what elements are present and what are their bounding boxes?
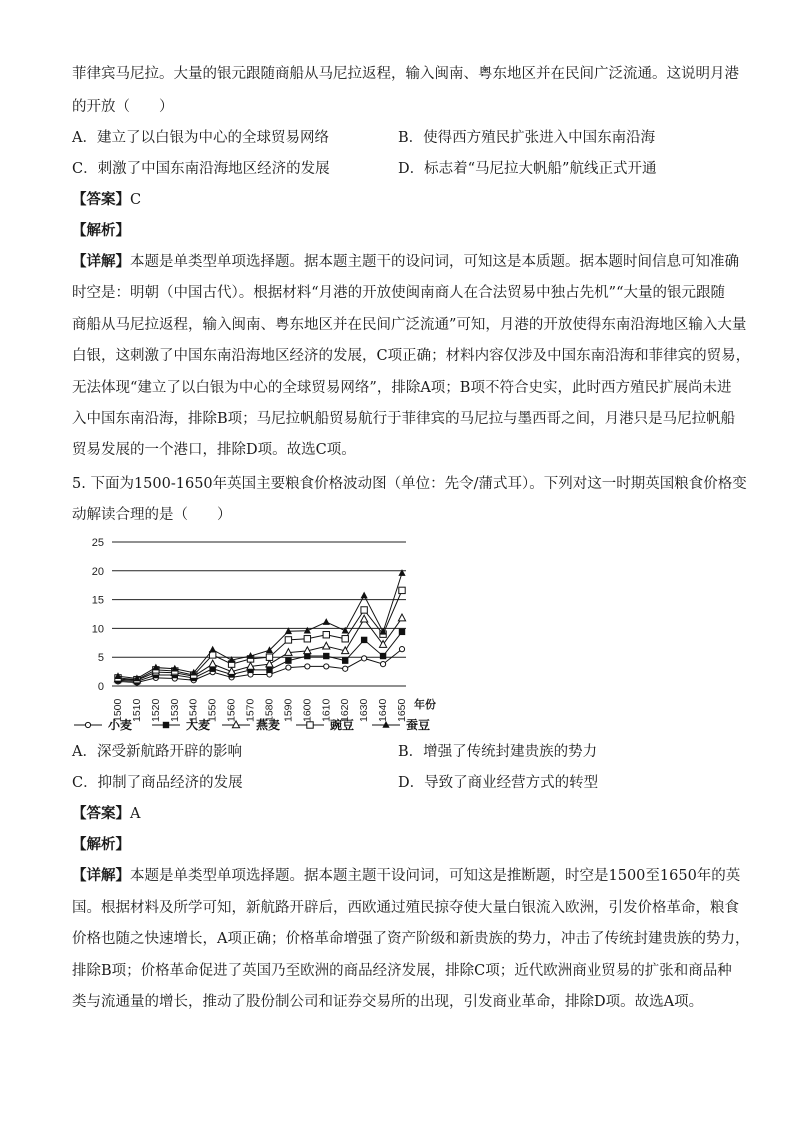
data-point (232, 721, 239, 728)
data-point (362, 656, 367, 661)
x-tick-label: 1570 (244, 698, 257, 722)
data-point (304, 627, 311, 634)
q5-stem-line-2: 动解读合理的是（ ） (72, 507, 232, 523)
q5-detail-line-4: 类与流通量的增长，推动了股份制公司和证券交易所的出现，引发商业革命，排除D项。故选A项。 (72, 994, 704, 1010)
data-point (399, 629, 405, 635)
data-point (266, 667, 272, 673)
data-point (361, 615, 368, 622)
x-tick-label: 1550 (206, 698, 219, 722)
q5-option-d: D．导致了商业经营方式的转型 (398, 775, 599, 791)
q5-analysis-tag (72, 835, 130, 855)
series-line (118, 618, 402, 680)
data-point (380, 662, 385, 667)
q4-option-d: D．标志着“马尼拉大帆船”航线正式开通 (398, 161, 657, 177)
data-point (342, 657, 348, 663)
q4-stem-line-1: 菲律宾马尼拉。大量的银元跟随商船从马尼拉返程，输入闽南、粤东地区并在民间广泛流通。这说明月港 (72, 66, 739, 82)
q5-option-a: A．深受新航路开辟的影响 (72, 744, 242, 760)
data-point (266, 660, 273, 667)
legend-label: 小麦 (108, 718, 133, 732)
data-point (209, 646, 216, 653)
data-point (361, 637, 367, 643)
legend-item (222, 717, 280, 732)
q4-analysis-tag (72, 221, 130, 241)
data-point (323, 642, 330, 649)
data-point (399, 587, 405, 593)
y-tick-label: 0 (97, 681, 104, 693)
y-tick-label: 25 (91, 537, 104, 549)
data-point (304, 636, 310, 642)
x-tick-label: 1650 (396, 698, 408, 722)
analysis-tag: 【解析】 (72, 222, 130, 239)
q4-option-b: B．使得西方殖民扩张进入中国东南沿海 (398, 130, 656, 146)
x-axis-label: 年份 (414, 699, 436, 711)
y-tick-label: 10 (91, 623, 104, 636)
detail-tag: 【详解】 (72, 867, 130, 884)
series-line (118, 573, 402, 678)
detail-text: 本题是单类型单项选择题。据本题主题干设问词，可知这是推断题，时空是1500至1650年的英 (130, 868, 741, 884)
x-tick-label: 1500 (112, 698, 124, 722)
data-point (361, 592, 368, 599)
q5-detail-line-1: 国。根据材料及所学可知，新航路开辟后，西欧通过殖民掠夺使大量白银流入欧洲，引发价格革命，粮食 (72, 900, 739, 916)
q4-detail-line-1: 时空是：明朝（中国古代）。根据材料“月港的开放使闽南商人在合法贸易中独占先机”“大量的银元跟随 (72, 285, 725, 301)
data-point (163, 722, 169, 728)
data-point (209, 660, 216, 667)
q5-detail-line-2: 价格也随之快速增长，A项正确；价格革命增强了资产阶级和新贵族的势力，冲击了传统封建贵族的势力， (72, 931, 750, 947)
x-tick-label: 1540 (187, 698, 200, 722)
legend-item (152, 717, 210, 732)
legend-item (296, 717, 354, 732)
data-point (361, 607, 367, 613)
series-4 (114, 569, 405, 681)
y-tick-label: 5 (97, 652, 104, 665)
x-tick-label: 1560 (225, 698, 238, 722)
grain-price-chart (72, 528, 436, 722)
legend-item (74, 717, 132, 732)
legend-item (372, 717, 430, 732)
legend-label: 大麦 (186, 718, 211, 732)
x-tick-label: 1530 (168, 698, 181, 722)
x-tick-label: 1630 (358, 698, 371, 722)
q4-option-c: C．刺激了中国东南沿海地区经济的发展 (72, 161, 330, 177)
detail-tag: 【详解】 (72, 253, 130, 270)
data-point (323, 653, 329, 659)
detail-text: 本题是单类型单项选择题。据本题主题干的设问词，可知这是本质题。据本题时间信息可知准确 (130, 254, 739, 270)
q4-detail-line-4: 无法体现“建立了以白银为中心的全球贸易网络”，排除A项；B项不符合史实，此时西方殖民扩展尚未进 (72, 380, 732, 396)
data-point (286, 665, 291, 670)
chart-series (114, 569, 405, 685)
legend-label: 豌豆 (330, 718, 355, 732)
q4-detail-line-5: 入中国东南沿海，排除B项；马尼拉帆船贸易航行于菲律宾的马尼拉与墨西哥之间，月港只是马尼拉帆船 (72, 411, 736, 427)
chart-axes (92, 537, 436, 722)
data-point (323, 618, 330, 625)
x-tick-label: 1520 (149, 698, 162, 722)
x-tick-label: 1580 (263, 698, 276, 722)
series-0 (115, 647, 404, 686)
answer-tag: 【答案】 (72, 191, 130, 208)
q4-option-a: A．建立了以白银为中心的全球贸易网络 (72, 130, 329, 146)
q5-option-b: B．增强了传统封建贵族的势力 (398, 744, 598, 760)
answer-tag: 【答案】 (72, 805, 130, 822)
legend-label: 燕麦 (256, 718, 281, 732)
analysis-tag: 【解析】 (72, 836, 130, 853)
data-point (398, 614, 405, 621)
data-point (307, 722, 313, 728)
data-point (398, 569, 405, 576)
data-point (342, 636, 348, 642)
q4-answer (72, 190, 141, 210)
x-tick-label: 1600 (301, 698, 314, 722)
data-point (305, 664, 310, 669)
x-tick-label: 1620 (339, 698, 352, 722)
answer-value: A (130, 806, 141, 822)
data-point (382, 721, 389, 728)
data-point (324, 664, 329, 669)
q4-detail-line-3: 白银，这刺激了中国东南沿海地区经济的发展，C项正确；材料内容仅涉及中国东南沿海和菲律宾的贸易， (72, 348, 751, 364)
data-point (343, 666, 348, 671)
q5-detail-line-0 (72, 866, 740, 886)
q5-detail-line-3: 排除B项；价格革命促进了英国乃至欧洲的商品经济发展，排除C项；近代欧洲商业贸易的扩张和商品种 (72, 963, 732, 979)
legend-label: 蚕豆 (406, 718, 431, 732)
q5-option-c: C．抑制了商品经济的发展 (72, 775, 243, 791)
series-line (118, 632, 402, 682)
data-point (85, 722, 90, 727)
data-point (399, 647, 404, 652)
data-point (342, 627, 349, 634)
y-tick-label: 20 (91, 565, 104, 578)
answer-value: C (130, 192, 142, 208)
data-point (285, 637, 291, 643)
x-tick-label: 1590 (282, 698, 295, 722)
q4-stem-line-2: 的开放（ ） (72, 99, 174, 115)
series-line (118, 649, 402, 682)
q4-detail-line-0 (72, 252, 739, 272)
q5-stem-line-1: 5. 下面为1500-1650年英国主要粮食价格波动图（单位：先令/蒲式耳）。下列对这一时期英国粮食价格变 (72, 476, 747, 492)
y-tick-label: 15 (91, 594, 104, 607)
chart-legend (72, 714, 472, 736)
data-point (323, 632, 329, 638)
data-point (380, 653, 386, 659)
q5-answer (72, 804, 140, 824)
x-tick-label: 1640 (377, 698, 390, 722)
x-tick-label: 1610 (320, 698, 333, 722)
data-point (285, 657, 291, 663)
q4-detail-line-6: 贸易发展的一个港口，排除D项。故选C项。 (72, 442, 356, 458)
data-point (266, 654, 272, 660)
x-tick-label: 1510 (130, 698, 143, 722)
q4-detail-line-2: 商船从马尼拉返程，输入闽南、粤东地区并在民间广泛流通”可知，月港的开放使得东南沿海地区输入大量 (72, 317, 747, 333)
